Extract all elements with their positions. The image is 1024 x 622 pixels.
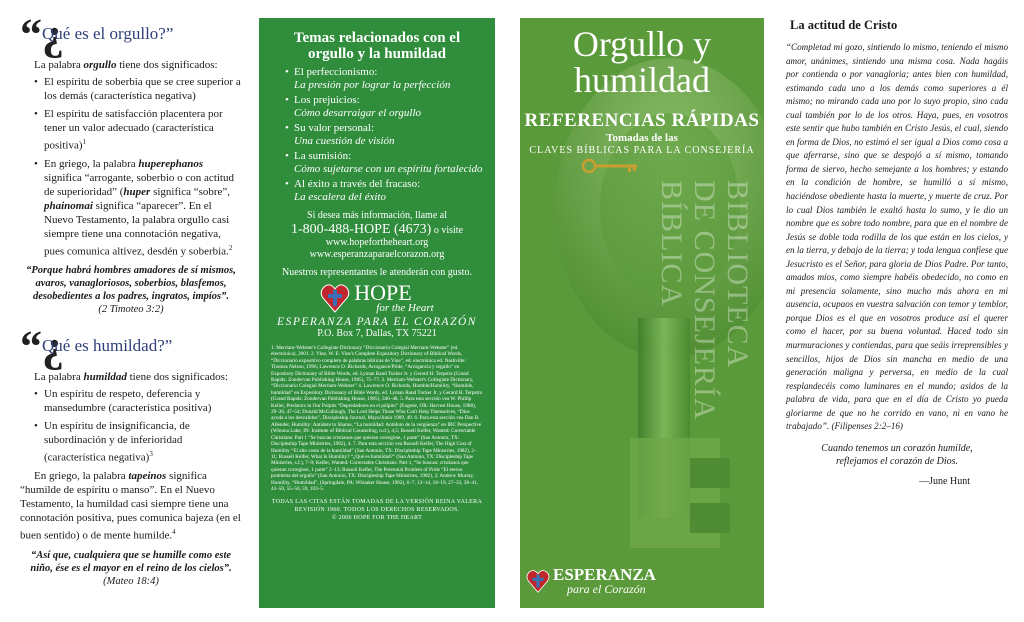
mailing-address: P.O. Box 7, Dallas, TX 75221	[317, 328, 437, 339]
humildad-quote: “Así que, cualquiera que se humille como este niño, ése es el mayor en el reino de los cielos”. (Mateo 18:4)	[20, 549, 242, 588]
hope-logo-title: HOPE	[354, 279, 412, 305]
hope-logo-subtitle: for the Heart	[376, 301, 434, 314]
cover-logo	[526, 566, 656, 595]
quote-author: —June Hunt	[919, 475, 970, 487]
list-item: • El perfeccionismo: La presión por lograr la perfección	[285, 66, 483, 92]
website-link-2[interactable]: www.esperanzaparaelcorazon.org	[309, 249, 445, 260]
orgullo-bullets	[20, 75, 242, 258]
orgullo-intro: La palabra orgullo tiene dos significados:	[34, 59, 218, 71]
humildad-bullets	[20, 387, 242, 465]
list-item: • Al éxito a través del fracaso: La escalera del éxito	[285, 178, 483, 204]
list-item: • En griego, la palabra huperephanos significa “arrogante, soberbio o con actitud de superioridad” (huper significa “sobre”, phainomai significa “aparecer”. En el Nuevo Testamento, la palabra orgullo casi siempre tiene una connotación negativa, pues comunica altivez, desdén y soberbia.$^2$	[34, 157, 242, 259]
philippians-passage: “Completad mi gozo, sintiendo lo mismo, teniendo el mismo amor, unánimes, sintiendo una misma cosa. Nada hagáis por contienda o por vanagloria; antes bien con humildad, estimando cada uno a los demás como superiores a él mismo; no mirando cada uno por lo suyo propio, sino cada cual también por lo de los otros. Haya, pues, en vosotros este sentir que hubo también en Cristo Jesús, el cual, siendo en forma de Dios, no estimó el ser igual a Dios como cosa a que aferrarse, sino que se despojó a sí mismo, tomando forma de siervo, hecho semejante a los hombres; y estando en la condición de hombre, se humilló a sí mismo, haciéndose obediente hasta la muerte, y muerte de cruz. Por lo cual Dios también le exaltó hasta lo sumo, y le dio un nombre que es sobre todo nombre, para que en el nombre de Jesús se doble toda rodilla de los que están en los cielos, y en la tierra, y debajo de la tierra; y toda lengua confiese que Jesucristo es el Señor, para gloria de Dios Padre. Por tanto, amados míos, como siempre habéis obedecido, no como en mi presencia solamente, sino mucho más ahora en mi ausencia, ocupaos en vuestra salvación con temor y temblor, porque Dios es el que en vosotros produce así el querer como el hacer, por su buena voluntad. Haced todo sin murmuraciones y contiendas, para que seáis irreprensibles y sencillos, hijos de Dios sin mancha en medio de una generación maligna y perversa, en medio de la cual resplandecéis como luminares en el mundo; asidos de la palabra de vida, para que en el día de Cristo yo pueda gloriarme de que no he corrido en vano, ni en vano he trabajado”. (Filipenses 2:2–16)	[786, 42, 1008, 432]
humildad-quote-ref: (Mateo 18:4)	[103, 575, 159, 587]
quote-mark-icon: “¿	[20, 10, 64, 59]
orgullo-quote: “Porque habrá hombres amadores de sí mismos, avaros, vanagloriosos, soberbios, blasfemos, desobedientes a los padres, ingratos, impíos”. (2 Timoteo 3:2)	[20, 264, 242, 316]
cover-logo-subtitle: para el Corazón	[567, 582, 646, 596]
reps-text: Nuestros representantes le atenderán con gusto.	[282, 267, 472, 278]
orgullo-quote-ref: (2 Timoteo 3:2)	[98, 304, 164, 316]
golden-key-icon	[582, 158, 642, 174]
list-item: • La sumisión: Cómo sujetarse con un espíritu fortalecido	[285, 150, 483, 176]
list-item: • El espíritu de soberbia que se cree superior a los demás (característica negativa)	[34, 75, 242, 103]
panel-cover	[520, 18, 764, 608]
heart-cross-icon	[526, 568, 550, 594]
contact-info: Si desea más información, llame al 1-800-488-HOPE (4673) o visite www.hopefortheheart.org www.esperanzaparaelcorazon.org	[271, 210, 483, 261]
christ-attitude-title: La actitud de Cristo	[790, 18, 898, 32]
cover-claves: CLAVES BÍBLICAS PARA LA CONSEJERÍA	[529, 145, 755, 156]
contact-info-text: Si desea más información, llame al	[307, 210, 447, 221]
panel-definitions	[20, 10, 242, 608]
topics-list	[271, 66, 483, 204]
heart-cross-icon	[320, 282, 350, 314]
humildad-heading	[20, 322, 242, 372]
list-item: • El espíritu de satisfacción placentera por tener un valor adecuado (característica positiva)$^1$	[34, 107, 242, 153]
phone-number[interactable]: 1-800-488-HOPE (4673)	[290, 222, 432, 237]
quote-mark-icon: “¿	[20, 322, 64, 372]
list-item: • Un espíritu de insignificancia, de subordinación y de inferioridad (característica negativa)$^3$	[34, 419, 242, 465]
website-link-1[interactable]: www.hopefortheheart.org	[325, 237, 429, 248]
cover-logo-title: ESPERANZA	[553, 565, 656, 584]
cover-vertical-title: BIBLIOTECA DE CONSEJERÍA BÍBLICA	[655, 180, 754, 421]
cover-tomadas: Tomadas de las	[606, 132, 678, 144]
panel-related-topics	[259, 18, 495, 608]
hunt-quote: Cuando tenemos un corazón humilde, reflejamos el corazón de Dios.	[821, 442, 973, 467]
cover-subtitle: REFERENCIAS RÁPIDAS	[524, 110, 760, 131]
humildad-greek: En griego, la palabra tapeinos significa “humilde de espíritu o manso”. En el Nuevo Testamento, la humildad casi siempre tiene una connotación positiva, pues comunica bajeza (en el buen sentido) o de mente humilde.$^4$	[20, 469, 241, 542]
humildad-title: Qué es humildad?”	[42, 336, 173, 356]
hope-logo	[271, 279, 483, 314]
orgullo-title: Qué es el orgullo?”	[42, 24, 174, 43]
esperanza-label: ESPERANZA PARA EL CORAZÓN	[277, 316, 477, 328]
list-item: • Los prejuicios: Cómo desarraigar el orgullo	[285, 94, 483, 120]
orgullo-heading	[20, 10, 242, 59]
humildad-intro: La palabra humildad tiene dos significados:	[34, 371, 228, 384]
list-item: • Su valor personal: Una cuestión de visión	[285, 122, 483, 148]
list-item: • Un espíritu de respeto, deferencia y mansedumbre (característica positiva)	[34, 387, 242, 415]
related-topics-title: Temas relacionados con el orgullo y la humildad	[293, 30, 461, 62]
references: 1. Merriam-Webster's Collegiate Dictionary “Diccionario Colegial Merriam-Webster” (ed. electrónica), 2001. 2. Vine, W. E. Vine's Complete Expository Dictionary of Biblical Words, “Diccionario expositivo completo de palabras bíblicas de Vine”, ed. electrónica ed. Nashville: Thomas Nelson, 1996; Lawrence O. Richards, Arrogance/Pride, “Arrogancia y orgullo” en Expository Dictionary of Bible Words, ed. Lyman Rand Tucker Jr. y Gerard H. Terpstra (Grand Rapids: Zondervan Publishing House, 1985), 75–77. 3. Merriam-Webster's Collegiate Dictionary, “Diccionario Colegial Merriam-Webster” 4. Lawrence O. Richards, Humble/Humility, “Humilde, humildad” en Expository Dictionary of Bible Words, ed. Lyman Rand Tucker Jr. y Gerard H. Terpstra (Grand Rapids: Zondervan Publishing House, 1985), 346–48. 5. Para esta sección vea W. Phillip Keller, Predators in Our Pulpits “Depredadores en el púlpito” (Eugene, OR: Harvest House, 1988), 29–36, 47–54; Donald McCullough, The Lord Helps Those Who Can't Help Themselves, “Dios ayuda a los desvalidos”, Discipleship Journal, Mayo/Junio 1989, 49. 6. Para esta sección vea Dan B. Allender, Humility: Antidote to Shame, “La humildad: Antídoto de la vergüenza” en IBC Perspective (Winona Lake, IN: Institute of Biblical Counseling, n.d.), 4,5; Russell Kelfer, Wanted: Correctable Christians: Part 1 “Se buscan cristianos que quieran corregirse, 1 parte” (San Antonio, TX: Discipleship Tape Ministries, 1982), 4. 7. Para esta sección vea Russell Kelfer, The High Cost of Humility “El alto costo de la humildad” (San Antonio, TX: Discipleship Tape Ministries, 1982), 2–11; Russell Kelfer, What Is Humility? “¿Qué es humildad?” (San Antonio, TX: Discipleship Tape Ministries, s.f.), 7–9; Kelfer, Wanted: Correctable Christians: Part 1, “Se buscan: cristianos que quieran corregirse, 1 parte” 2–13; Russell Kelfer, The Perennial Problem of Pride “El eterno problema del orgullo” (San Antonio, TX: Discipleship Tape Ministries, 1982), 2; Andrew Murray, Humility, “Humildad”, (Springdale, PA: Whitaker House, 1982), 6–7, 13–14, 18–19, 27–33, 38–41, 43–50, 55–56, 59, 103–5.	[271, 345, 482, 492]
copyright-footer: TODAS LAS CITAS ESTÁN TOMADAS DE LA VERSIÓN REINA VALERA REVISIÓN 1960. TODOS LOS DERECHOS RESERVADOS. © 2006 HOPE FOR THE HEART	[271, 499, 483, 522]
panel-christ-attitude	[786, 18, 1008, 608]
cover-title: Orgullo y humildad	[572, 24, 712, 100]
